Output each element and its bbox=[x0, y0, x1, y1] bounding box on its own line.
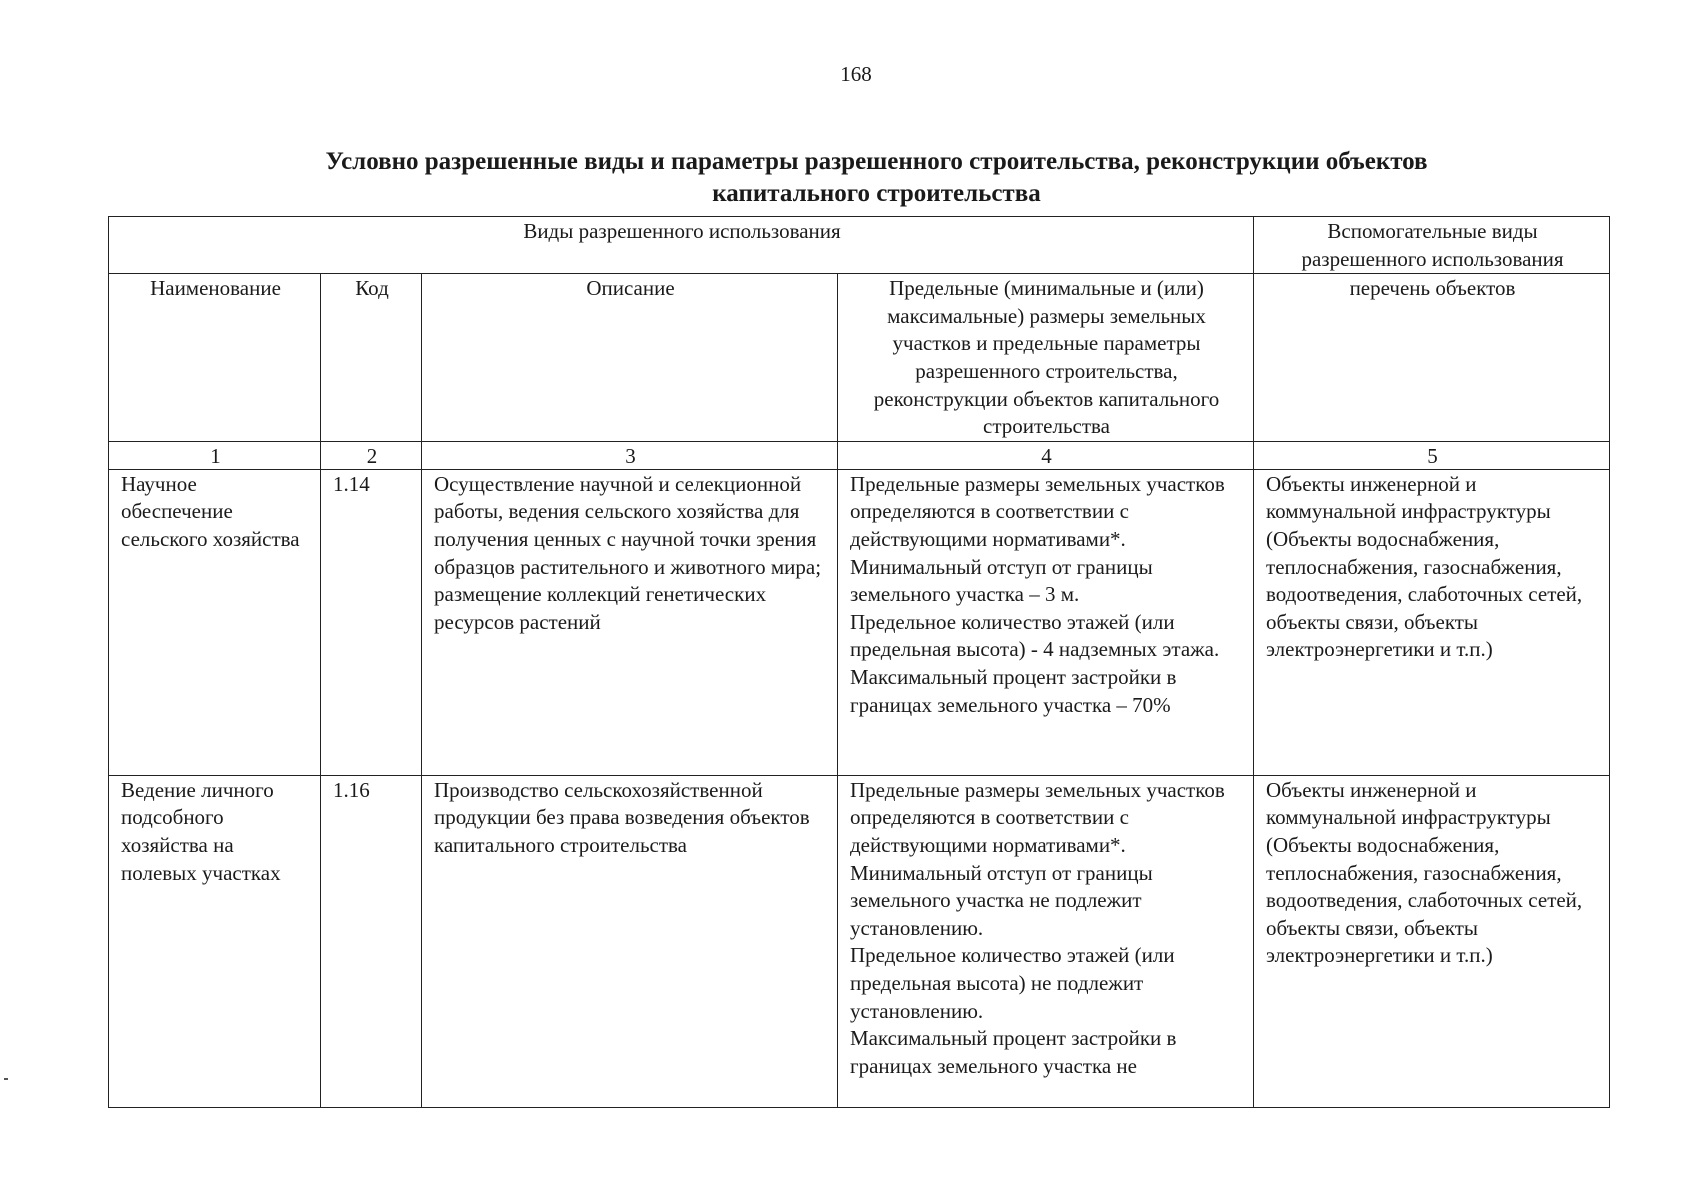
limits-plot-size: Предельные размеры земельных участков определяются в соответствии с действующими нормативами*. bbox=[850, 777, 1225, 857]
limits-setback: Минимальный отступ от границы земельного участка – 3 м. bbox=[850, 554, 1153, 607]
col-number-1: 1 bbox=[109, 441, 321, 469]
col-header-limits: Предельные (минимальные и (или) максимальные) размеры земельных участков и предельные параметры разрешенного строительства, реконструкции объектов капитального строительства bbox=[838, 274, 1254, 442]
row-objects: Объекты инженерной и коммунальной инфраструктуры (Объекты водоснабжения, теплоснабжения, газоснабжения, водоотведения, слаботочных сетей, объекты связи, объекты электроэнергетики и т.п.) bbox=[1254, 775, 1610, 1107]
group-header-row bbox=[109, 217, 1610, 274]
row-objects: Объекты инженерной и коммунальной инфраструктуры (Объекты водоснабжения, теплоснабжения, газоснабжения, водоотведения, слаботочных сетей, объекты связи, объекты электроэнергетики и т.п.) bbox=[1254, 469, 1610, 775]
limits-coverage: Максимальный процент застройки в границах земельного участка не bbox=[850, 1026, 1177, 1078]
col-number-3: 3 bbox=[422, 441, 838, 469]
table-row bbox=[109, 775, 1610, 1107]
row-description: Производство сельскохозяйственной продукции без права возведения объектов капитального строительства bbox=[422, 775, 838, 1107]
group-header-main: Виды разрешенного использования bbox=[109, 217, 1254, 274]
column-header-row bbox=[109, 274, 1610, 442]
limits-plot-size: Предельные размеры земельных участков определяются в соответствии с действующими нормативами*. bbox=[850, 471, 1225, 551]
title-line-1: Условно разрешенные виды и параметры разрешенного строительства, реконструкции объектов bbox=[325, 148, 1428, 175]
row-limits bbox=[838, 775, 1254, 1107]
col-number-2: 2 bbox=[321, 441, 422, 469]
row-description bbox=[422, 469, 838, 775]
col-number-5: 5 bbox=[1254, 441, 1610, 469]
group-header-aux: Вспомогательные виды разрешенного использования bbox=[1254, 217, 1610, 274]
page-number: 168 bbox=[840, 62, 872, 86]
row-limits bbox=[838, 469, 1254, 775]
limits-coverage: Максимальный процент застройки в границах земельного участка – 70% bbox=[850, 664, 1177, 717]
row-code: 1.14 bbox=[321, 469, 422, 775]
col-header-objects: перечень объектов bbox=[1254, 274, 1610, 442]
row-name: Научное обеспечение сельского хозяйства bbox=[109, 469, 321, 775]
col-header-description: Описание bbox=[422, 274, 838, 442]
limits-floors: Предельное количество этажей (или предельная высота) не подлежит установлению. bbox=[850, 943, 1175, 1023]
col-header-name: Наименование bbox=[109, 274, 321, 442]
limits-setback: Минимальный отступ от границы земельного участка не подлежит установлению. bbox=[850, 860, 1153, 940]
row-name: Ведение личного подсобного хозяйства на полевых участках bbox=[109, 775, 321, 1107]
zoning-table bbox=[108, 216, 1610, 1108]
description-part-1: Осуществление научной и селекционной работы, ведения сельского хозяйства для получения ценных с научной точки зрения образцов растительного и животного мира; bbox=[434, 471, 822, 579]
title-line-2: капитального строительства bbox=[712, 180, 1041, 207]
limits-floors: Предельное количество этажей (или предельная высота) - 4 надземных этажа. bbox=[850, 609, 1220, 662]
document-title bbox=[200, 146, 1553, 210]
scan-margin-mark bbox=[4, 1078, 8, 1080]
row-code: 1.16 bbox=[321, 775, 422, 1107]
column-number-row bbox=[109, 441, 1610, 469]
description-part-2: размещение коллекций генетических ресурсов растений bbox=[434, 582, 767, 634]
table-row bbox=[109, 469, 1610, 775]
col-number-4: 4 bbox=[838, 441, 1254, 469]
col-header-code: Код bbox=[321, 274, 422, 442]
